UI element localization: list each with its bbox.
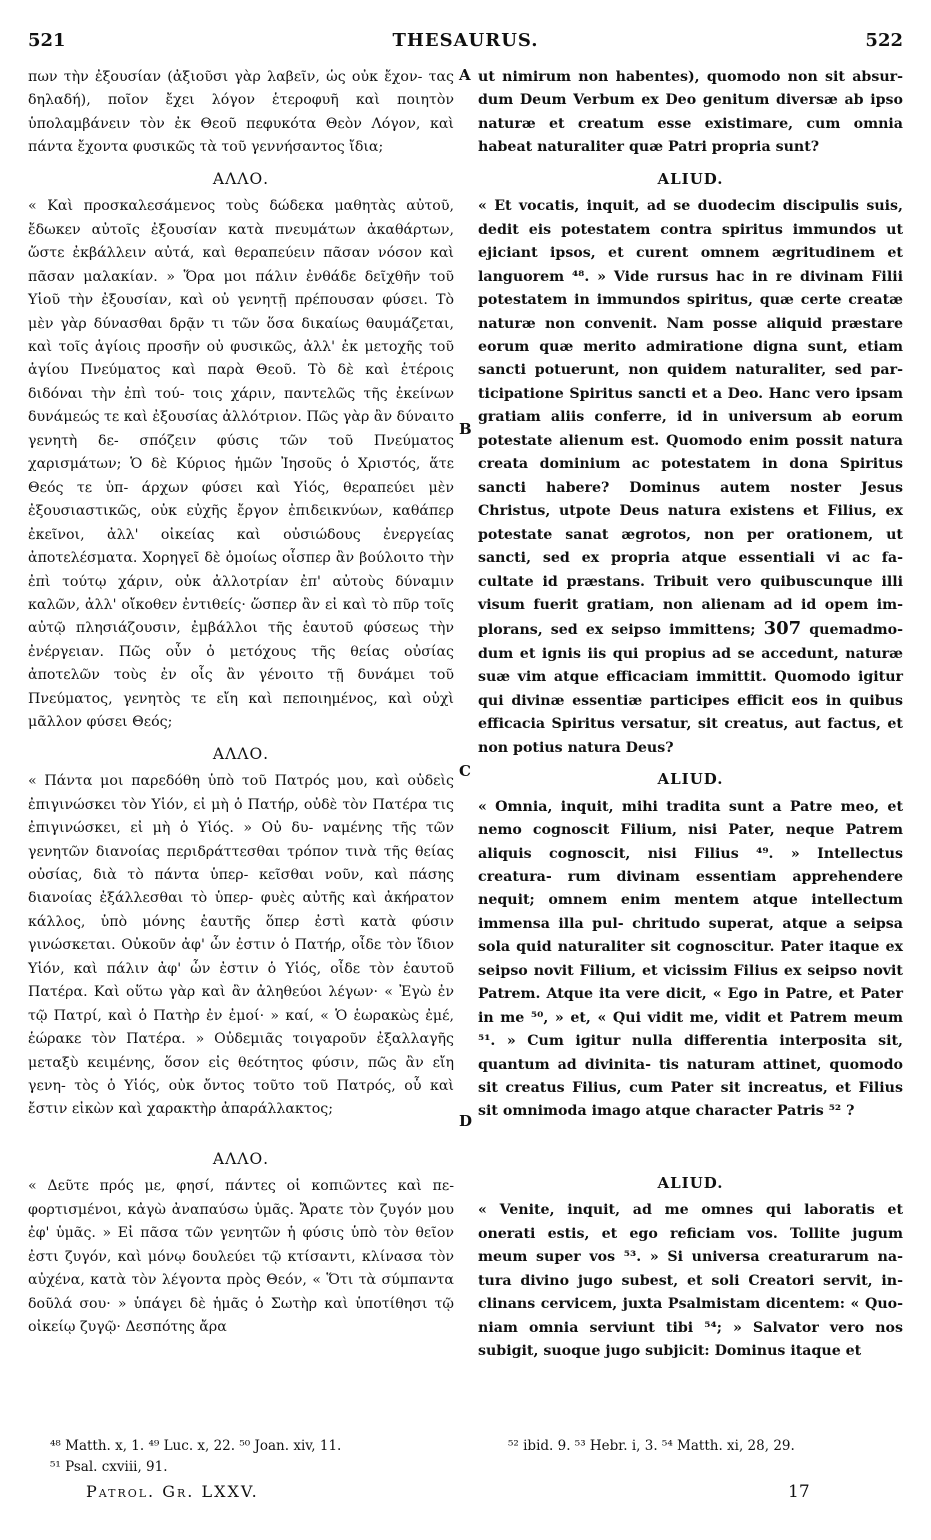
- greek-heading-1: ΑΛΛΟ.: [212, 169, 270, 188]
- footnotes-right: [508, 1436, 931, 1457]
- latin-paragraph-2b: quemadmo- dum et ignis iis qui propius ad se accedunt, naturæ suæ vim atque efficaciam immittit. Quomodo igitur qui divinæ essentiæ participes efficit eos in quibus efficacia Spiritus versatur, sit creatus, aut factus, et non potius natura Deus?: [478, 622, 903, 756]
- margin-marker-d: D: [459, 1112, 473, 1130]
- latin-paragraph-2a: « Et vocatis, inquit, ad se duodecim discipulis suis, dedit eis potestatem contra spiritus immundos ut ejiciant ipsos, et curent omnem ægritudinem et languorem ⁴⁸. » Vide rursus hac in re divinam Filii potestatem in immundos spiritus, quæ certe creatæ naturæ non convenit. Nam posse aliquid præstare eorum quæ merito admiratione digna sunt, etiam sancti potuerunt, non quidem naturaliter, sed par- ticipatione Spiritus sancti et a Deo. Hanc vero ipsam gratiam aliis conferre, id in universum ab eorum potestate alienum est. Quomodo enim possit natura creata dominium ac potestatem in dona Spiritus sancti habere? Dominus autem noster Jesus Christus, utpote Deus natura existens et Filius, ex potestate sanat ægrotos, non per orationem, ut sancti, sed ex propria atque essentiali vi ac fa- cultate id præstans. Tribuit vero quibuscunque illi visum fuerit gratiam, non alienam ad id opem im- plorans, sed ex seipso immittens;: [478, 198, 903, 639]
- latin-paragraph-1: ut nimirum non habentes), quomodo non sit absur- dum Deum Verbum ex Deo genitum diversæ ab ipso naturæ et creatum esse existimare, cum omnia habeat naturaliter quæ Patri propria sunt?: [478, 69, 903, 156]
- latin-column: [478, 66, 903, 1364]
- margin-marker-c: C: [459, 762, 471, 780]
- greek-heading-3: ΑΛΛΟ.: [212, 1149, 270, 1168]
- greek-paragraph-4: « Δεῦτε πρός με, φησί, πάντες οἱ κοπιῶντες καὶ πε- φορτισμένοι, κἀγὼ ἀναπαύσω ὑμᾶς. Ἄρατε τὸν ζυγόν μου ἐφ' ὑμᾶς. » Εἰ πᾶσα τῶν γενητῶν ἡ φύσις ὑπὸ τὸν θεῖον ἐστι ζυγόν, καὶ μόνῳ δουλεύει τῷ κτίσαντι, κλίνασα τὸν αὐχένα, κατὰ τὸν λέγοντα πρὸς Θεόν, « Ὅτι τὰ σύμπαντα δοῦλά σου· » ὑπάγει δὲ ἡμᾶς ὁ Σωτὴρ καὶ ὑποτίθησι τῷ οἰκείῳ ζυγῷ· Δεσπότης ἄρα: [28, 1178, 454, 1336]
- greek-paragraph-2: « Καὶ προσκαλεσάμενος τοὺς δώδεκα μαθητὰς αὐτοῦ, ἔδωκεν αὐτοῖς ἐξουσίαν κατὰ πνευμάτων ἀκαθάρτων, ὥστε ἐκβάλλειν αὐτά, καὶ θεραπεύειν πᾶσαν νόσον καὶ πᾶσαν μαλακίαν. » Ὅρα μοι πάλιν ἐνθάδε δεῖχθῆν τοῦ Υἱοῦ τὴν ἐξουσίαν, καὶ οὐ γενητῇ πρέπουσαν φύσει. Τὸ μὲν γὰρ δύνασθαι δρᾷν τι τῶν ὅσα δικαίως θαυμάζεται, καὶ τοῖς ἁγίοις προσῆν οὐ φυσικῶς, ἀλλ' ἐκ μετοχῆς τοῦ ἁγίου Πνεύματος καὶ παρὰ Θεοῦ. Τὸ δὲ καὶ ἑτέροις διδόναι τὴν ἐπὶ τού- τοις χάριν, παντελῶς τῆς ἐκείνων δυνάμεώς τε καὶ ἐξουσίας ἀλλότριον. Πῶς γὰρ ἂν δύναιτο γενητὴ δε- σπόζειν φύσις τῶν τοῦ Πνεύματος χαρισμάτων; Ὁ δὲ Κύριος ἡμῶν Ἰησοῦς ὁ Χριστός, ἅτε Θεός τε ὑπ- άρχων φύσει καὶ Υἱός, θεραπεύει μὲν ἐξουσιαστικῶς, οὐκ εὐχῆς ἔργον ἐπιδεικνύων, καθάπερ ἐκεῖνοι, ἀλλ' οἰκείας καὶ οὐσιώδους ἐνεργείας ἀποτελέσματα. Χορηγεῖ δὲ ὁμοίως οἷσπερ ἂν βούλοιτο τὴν ἐπὶ τούτῳ χάριν, οὐκ ἀλλοτρίαν ἐπ' αὐτοὺς δύναμιν καλῶν, ἀλλ' οἴκοθεν ἐντιθείς· ὥσπερ ἂν εἰ καὶ τὸ πῦρ τοῖς αὐτῷ πλησιάζουσιν, ἐμβάλλοι τῆς ἑαυτοῦ φύσεως τὴν ἐνέργειαν. Πῶς οὖν ὁ μετόχους τῆς θείας οὐσίας ἀποτελῶν τοὺς ἐν οἷς ἂν γένοιτο τῇ δυνάμει τοῦ Πνεύματος, γενητὸς τε εἴη καὶ πεποιημένος, καὶ οὐχὶ μᾶλλον φύσει Θεός;: [28, 198, 454, 731]
- greek-column: [28, 66, 454, 1340]
- footnote-line-3: ⁵² ibid. 9. ⁵³ Hebr. i, 3. ⁵⁴ Matth. xi, 28, 29.: [508, 1438, 795, 1454]
- latin-paragraph-4: « Venite, inquit, ad me omnes qui laboratis et onerati estis, et ego reficiam vos. Tollite jugum meum super vos ⁵³. » Si universa creaturarum na- tura divino jugo subest, et soli Creatori servit, in- clinans cervicem, juxta Psalmistam dicentem: « Quo- niam omnia serviunt tibi ⁵⁴; » Salvator vero nos subigit, suoque jugo subjicit: Dominus itaque et: [478, 1202, 903, 1360]
- margin-marker-b: B: [459, 420, 472, 438]
- latin-heading-2: ALIUD.: [657, 770, 724, 789]
- latin-heading-3: ALIUD.: [657, 1173, 724, 1192]
- footnote-line-2: ⁵¹ Psal. cxviii, 91.: [50, 1459, 168, 1475]
- volume-signature: Patrol. Gr. LXXV.: [86, 1482, 259, 1501]
- latin-heading-1: ALIUD.: [657, 169, 724, 188]
- latin-paragraph-3: « Omnia, inquit, mihi tradita sunt a Patre meo, et nemo cognoscit Filium, nisi Pater, neque Patrem aliquis cognoscit, nisi Filius ⁴⁹. » Intellectus creatura- rum divinam essentiam apprehendere nequit; omnem enim mentem atque intellectum immensa illa pul- chritudo superat, atque a seipsa sola quid naturaliter sit cognoscitur. Pater itaque ex seipso novit Filium, et vicissim Filius ex seipso novit Patrem. Atque ita vere dicit, « Ego in Patre, et Pater in me ⁵⁰, » et, « Qui vidit me, vidit et Patrem meum ⁵¹. » Cum igitur nulla differentia interposita sit, quantum ad divinita- tis naturam attinet, quomodo sit creatus Filius, cum Pater sit increatus, et Filius sit omnimoda imago atque character Patris ⁵² ?: [478, 798, 903, 1120]
- margin-marker-a: A: [459, 66, 471, 84]
- greek-paragraph-3: « Πάντα μοι παρεδόθη ὑπὸ τοῦ Πατρός μου, καὶ οὐδεὶς ἐπιγινώσκει τὸν Υἱόν, εἰ μὴ ὁ Πατήρ, οὐδὲ τὸν Πατέρα τις ἐπιγινώσκει, εἰ μὴ ὁ Υἱός. » Οὐ δυ- ναμένης τῆς τῶν γενητῶν διανοίας περιδράττεσθαι τρόπον τινὰ τῆς θείας οὐσίας, διὰ τὸ πάντα ὑπερ- κεῖσθαι νοῦν, καὶ πάσης διανοίας ἐξάλλεσθαι τὸ ὑπερ- φυὲς αὐτῆς καὶ ἀκήρατον κάλλος, ὑπὸ μόνης ἑαυτῆς ὅπερ ἐστὶ κατὰ φύσιν γινώσκεται. Οὐκοῦν ἀφ' ὧν ἐστιν ὁ Πατήρ, οἶδε τὸν ἴδιον Υἱόν, καὶ πάλιν ἀφ' ὧν ἐστιν ὁ Υἱός, οἶδε τὸν ἑαυτοῦ Πατέρα. Καὶ οὕτω γὰρ καὶ ἂν ἀληθεύοι λέγων· « Ἐγὼ ἐν τῷ Πατρί, καὶ ὁ Πατὴρ ἐν ἐμοί· » καί, « Ὁ ἑωρακὼς ἐμέ, ἑώρακε τὸν Πατέρα. » Οὐδεμιᾶς τοιγαροῦν ἐξαλλαγῆς μεταξὺ κειμένης, ὅσον εἰς θεότητος φύσιν, πῶς ἂν εἴη γενη- τὸς ὁ Υἱός, οὐκ ὄντος τοῦτο τοῦ Πατρός, οὗ καὶ ἔστιν εἰκὼν καὶ χαρακτὴρ ἀπαράλλακτος;: [28, 773, 454, 1118]
- running-title: THESAURUS.: [392, 30, 539, 51]
- footnotes-left: [50, 1436, 480, 1478]
- page-footer: [28, 1482, 903, 1508]
- running-header: [28, 30, 903, 56]
- latin-paragraph-2: [478, 195, 903, 760]
- page-number-left: 521: [28, 30, 66, 51]
- greek-heading-2: ΑΛΛΟ.: [212, 744, 270, 763]
- footnote-line-1: ⁴⁸ Matth. x, 1. ⁴⁹ Luc. x, 22. ⁵⁰ Joan. xiv, 11.: [50, 1438, 342, 1454]
- greek-paragraph-1: πων τὴν ἐξουσίαν (ἀξιοῦσι γὰρ λαβεῖν, ὡς οὐκ ἔχον- τας δηλαδή), ποῖον ἔχει λόγον ἑτεροφυῆ καὶ ποιητὸν ὑπολαμβάνειν τὸν ἐκ Θεοῦ πεφυκότα Θεὸν Λόγον, καὶ πάντα ἔχοντα φυσικῶς τὰ τοῦ γεννήσαντος ἴδια;: [28, 69, 454, 156]
- sheet-number: 17: [788, 1482, 810, 1502]
- page-reference: 307: [763, 618, 802, 640]
- page-number-right: 522: [865, 30, 903, 51]
